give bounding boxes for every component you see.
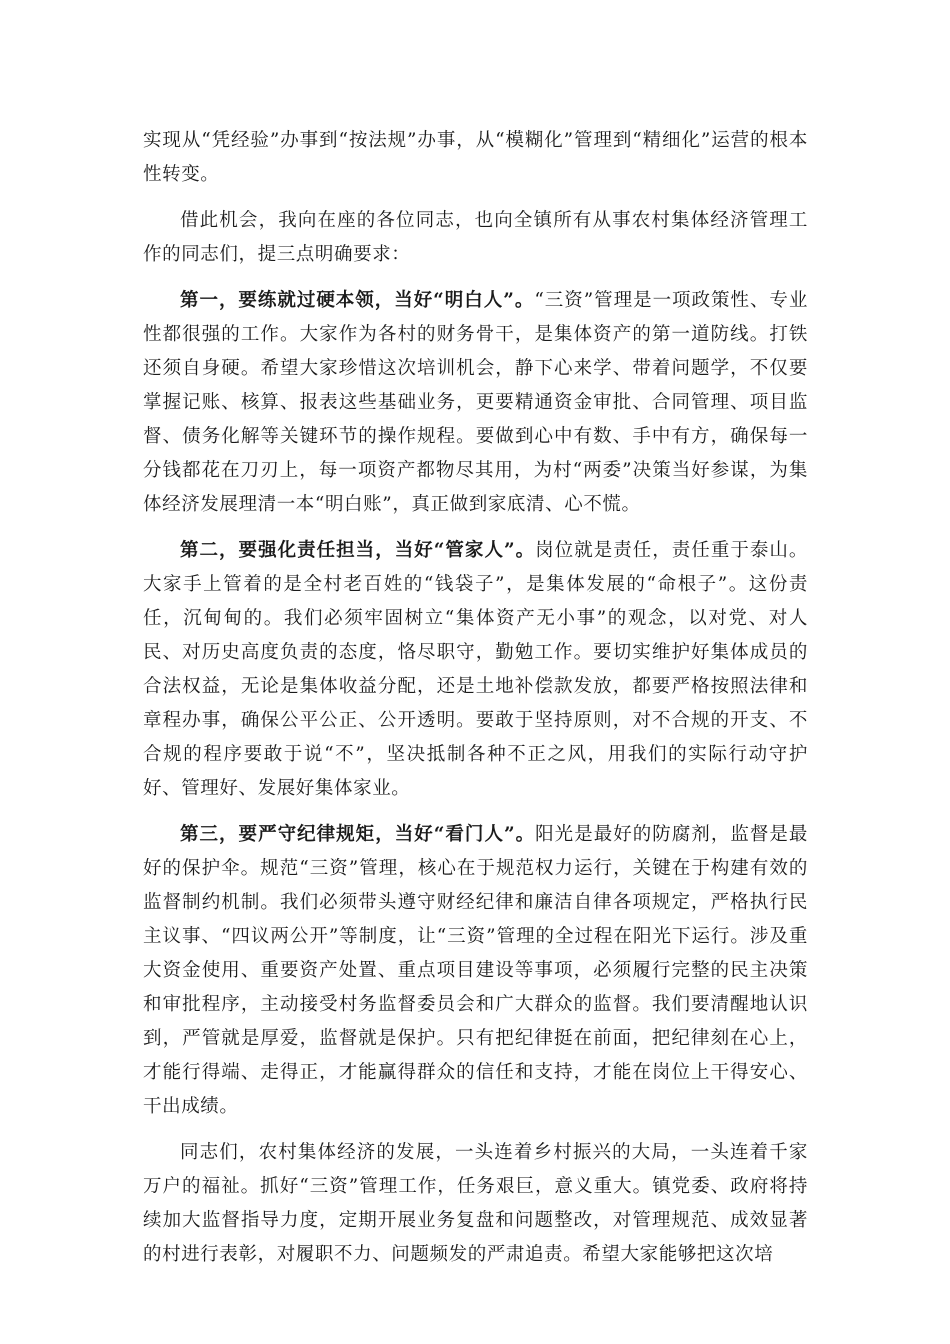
document-page [143, 124, 808, 1284]
paragraph-text: 岗位就是责任，责任重于泰山。大家手上管着的是全村老百姓的“钱袋子”，是集体发展的“命根子”。这份责任，沉甸甸的。我们必须牢固树立“集体资产无小事”的观念，以对党、对人民、对历史高度负责的态度，恪尽职守，勤勉工作。要切实维护好集体成员的合法权益，无论是集体收益分配，还是土地补偿款发放，都要严格按照法律和章程办事，确保公平公正、公开透明。要敢于坚持原则，对不合规的开支、不合规的程序要敢于说“不”，坚决抵制各种不正之风，用我们的实际行动守护好、管理好、发展好集体家业。 [143, 540, 809, 799]
paragraph-heading: 第三，要严守纪律规矩，当好“看门人”。 [180, 824, 536, 845]
paragraph-text: 实现从“凭经验”办事到“按法规”办事，从“模糊化”管理到“精细化”运营的根本性转变。 [143, 130, 808, 185]
paragraph-closing [143, 1136, 808, 1272]
paragraph-text: 阳光是最好的防腐剂，监督是最好的保护伞。规范“三资”管理，核心在于规范权力运行，关键在于构建有效的监督制约机制。我们必须带头遵守财经纪律和廉洁自律各项规定，严格执行民主议事、“四议两公开”等制度，让“三资”管理的全过程在阳光下运行。涉及重大资金使用、重要资产处置、重点项目建设等事项，必须履行完整的民主决策和审批程序，主动接受村务监督委员会和广大群众的监督。我们要清醒地认识到，严管就是厚爱，监督就是保护。只有把纪律挺在前面，把纪律刻在心上，才能行得端、走得正，才能赢得群众的信任和支持，才能在岗位上干得安心、干出成绩。 [143, 824, 809, 1117]
paragraph-continuation [143, 124, 808, 192]
paragraph-text: “三资”管理是一项政策性、专业性都很强的工作。大家作为各村的财务骨干，是集体资产的第一道防线。打铁还须自身硬。希望大家珍惜这次培训机会，静下心来学、带着问题学，不仅要掌握记账、核算、报表这些基础业务，更要精通资金审批、合同管理、项目监督、债务化解等关键环节的操作规程。要做到心中有数、手中有方，确保每一分钱都花在刀刃上，每一项资产都物尽其用，为村“两委”决策当好参谋，为集体经济发展理清一本“明白账”，真正做到家底清、心不慌。 [143, 290, 809, 515]
paragraph-intro [143, 204, 808, 272]
paragraph-text: 同志们，农村集体经济的发展，一头连着乡村振兴的大局，一头连着千家万户的福祉。抓好“三资”管理工作，任务艰巨，意义重大。镇党委、政府将持续加大监督指导力度，定期开展业务复盘和问题整改，对管理规范、成效显著的村进行表彰，对履职不力、问题频发的严肃追责。希望大家能够把这次培 [143, 1142, 808, 1265]
paragraph-requirement-1 [143, 284, 808, 522]
paragraph-heading: 第一，要练就过硬本领，当好“明白人”。 [180, 290, 535, 311]
paragraph-heading: 第二，要强化责任担当，当好“管家人”。 [180, 540, 536, 561]
paragraph-requirement-3 [143, 818, 808, 1124]
paragraph-requirement-2 [143, 534, 808, 806]
paragraph-text: 借此机会，我向在座的各位同志，也向全镇所有从事农村集体经济管理工作的同志们，提三点明确要求： [143, 210, 808, 265]
